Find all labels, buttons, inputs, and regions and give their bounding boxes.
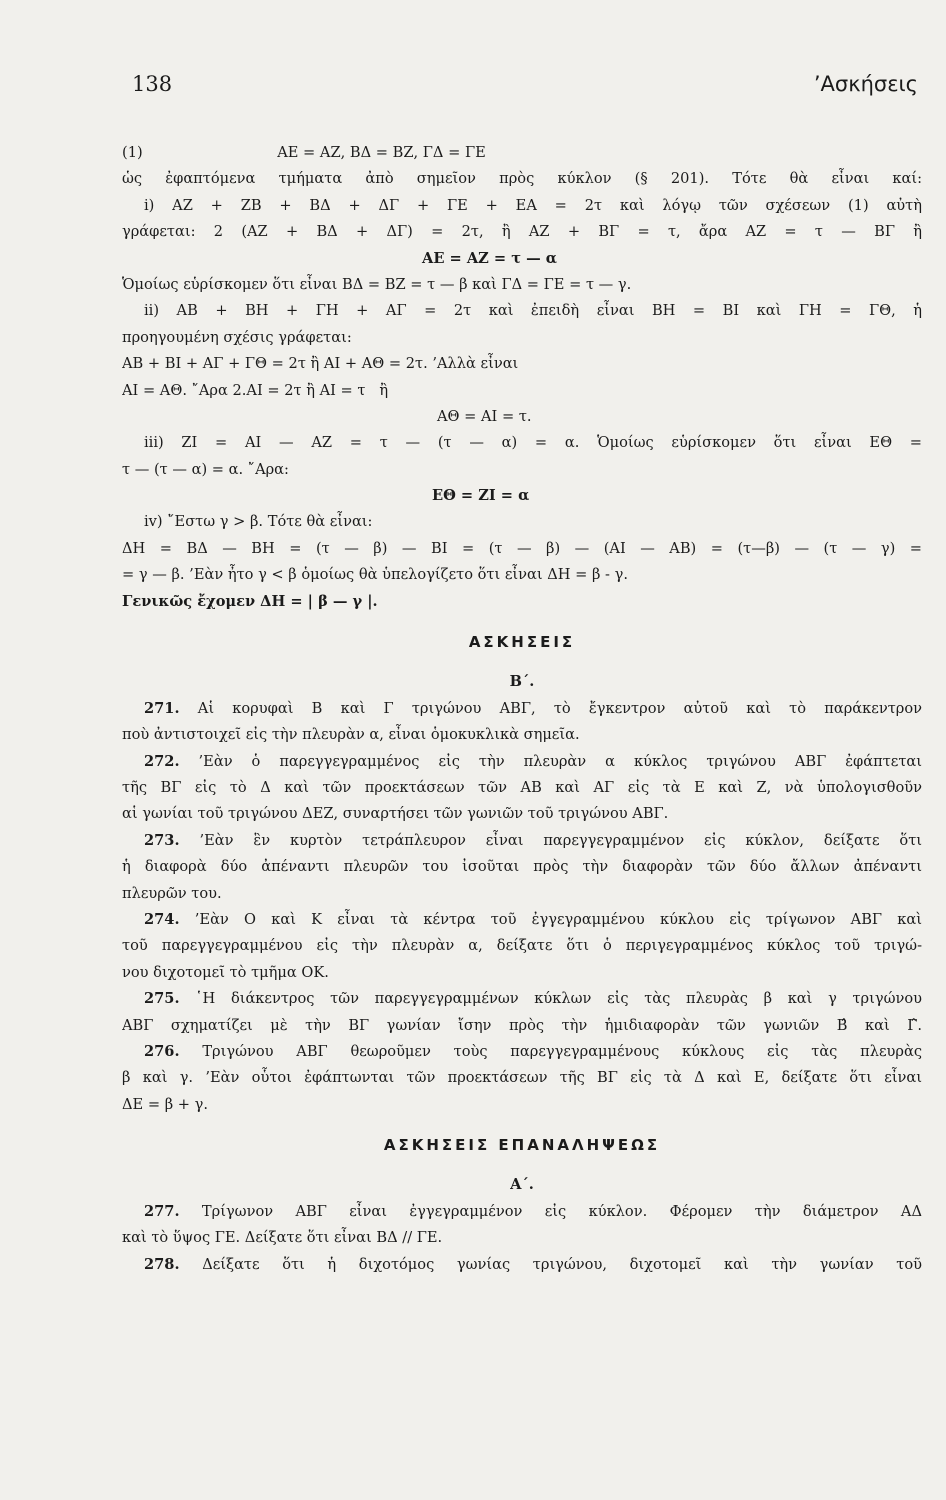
text-line: = γ — β. ’Εὰν ἦτο γ < β ὁμοίως θὰ ὑπελογίζετο ὅτι εἶναι ΔΗ = β - γ. [122,566,628,584]
exercise-text: Αἱ κορυφαὶ Β καὶ Γ τριγώνου ΑΒΓ, τὸ ἔγκεντρον αὐτοῦ καὶ τὸ παράκεντρον [197,699,922,717]
text-line: ii) ΑΒ + ΒΗ + ΓΗ + ΑΓ = 2τ καὶ ἐπειδὴ εἶναι ΒΗ = ΒΙ καὶ ΓΗ = ΓΘ, ἡ [144,302,922,320]
text-line: ΔΗ = ΒΔ — ΒΗ = (τ — β) — ΒΙ = (τ — β) — (ΑΙ — ΑΒ) = (τ—β) — (τ — γ) = [122,539,922,557]
exercise-text: ῾Η διάκεντρος τῶν παρεγγεγραμμένων κύκλων εἰς τὰς πλευρὰς β καὶ γ τριγώνου [195,990,922,1008]
text-line: τ — (τ — α) = α. ῎Αρα: [122,460,289,478]
exercise-line: β καὶ γ. ’Εὰν οὗτοι ἐφάπτωνται τῶν προεκτάσεων τῆς ΒΓ εἰς τὰ Δ καὶ Ε, δείξατε ὅτι εἶναι [122,1069,922,1087]
section-subtitle: Α΄. [510,1176,534,1194]
exercise-line: ἡ διαφορὰ δύο ἀπέναντι πλευρῶν του ἰσοῦται πρὸς τὴν διαφορὰν τῶν δύο ἄλλων ἀπέναντι [122,858,922,876]
page-number: 138 [132,72,173,96]
exercise-text: Τρίγωνον ΑΒΓ εἶναι ἐγγεγραμμένον εἰς κύκλον. Φέρομεν τὴν διάμετρον ΑΔ [201,1202,922,1220]
text-line: iv) ῎Εστω γ > β. Τότε θὰ εἶναι: [144,513,373,531]
text-line: Γενικῶς ἔχομεν ΔΗ = | β — γ |. [122,592,378,610]
text-line: γράφεται: 2 (ΑΖ + ΒΔ + ΔΓ) = 2τ, ἢ ΑΖ + ΒΓ = τ, ἄρα ΑΖ = τ — ΒΓ ἢ [122,223,922,241]
exercise-line [122,907,922,933]
equation-line: ΑΘ = ΑΙ = τ. [437,407,532,425]
exercise-number: 275. [144,990,180,1008]
exercise-line: ποὺ ἀντιστοιχεῖ εἰς τὴν πλευρὰν α, εἶναι ὁμοκυκλικὰ σημεῖα. [122,726,580,744]
exercise-text: Τριγώνου ΑΒΓ θεωροῦμεν τοὺς παρεγγεγραμμένους κύκλους εἰς τὰς πλευρὰς [202,1042,922,1060]
exercise-line [122,986,922,1012]
text-line: i) ΑΖ + ΖΒ + ΒΔ + ΔΓ + ΓΕ + ΕΑ = 2τ καὶ λόγῳ τῶν σχέσεων (1) αὐτὴ [144,196,922,214]
text-line: ὡς ἐφαπτόμενα τμήματα ἀπὸ σημεῖον πρὸς κύκλον (§ 201). Τότε θὰ εἶναι καί: [122,170,922,188]
exercise-line: καὶ τὸ ὕψος ΓΕ. Δείξατε ὅτι εἶναι ΒΔ // ΓΕ. [122,1229,443,1247]
exercise-line [122,828,922,854]
section-title: ΑΣΚΗΣΕΙΣ [468,633,576,652]
exercise-line [122,1252,922,1278]
exercise-text: ’Εὰν ὁ παρεγγεγραμμένος εἰς τὴν πλευρὰν α κύκλος τριγώνου ΑΒΓ ἐφάπτεται [198,752,922,770]
text-line: ΑΒ + ΒΙ + ΑΓ + ΓΘ = 2τ ἢ ΑΙ + ΑΘ = 2τ. ’Αλλὰ εἶναι [122,355,519,373]
text-line: iii) ΖΙ = ΑΙ — ΑΖ = τ — (τ — α) = α. Ὁμοίως εὑρίσκομεν ὅτι εἶναι ΕΘ = [144,434,922,452]
exercise-text: ’Εὰν Ο καὶ Κ εἶναι τὰ κέντρα τοῦ ἐγγεγραμμένου κύκλου εἰς τρίγωνον ΑΒΓ καὶ [194,910,922,928]
exercise-line [122,1039,922,1065]
exercise-line [122,696,922,722]
exercise-line [122,1199,922,1225]
running-title: ’Ασκήσεις [813,72,918,96]
exercise-number: 272. [144,752,180,770]
exercise-number: 278. [144,1255,180,1273]
section-title: ΑΣΚΗΣΕΙΣ ΕΠΑΝΑΛΗΨΕΩΣ [383,1136,661,1155]
text-line: προηγουμένη σχέσις γράφεται: [122,328,352,346]
exercise-line: ΔΕ = β + γ. [122,1095,209,1113]
exercise-line: τοῦ παρεγγεγραμμένου εἰς τὴν πλευρὰν α, δείξατε ὅτι ὁ περιγεγραμμένος κύκλος τοῦ τριγώ- [122,937,922,955]
section-subtitle: Β΄. [509,673,535,691]
exercise-line: πλευρῶν του. [122,884,222,902]
equation-line: (1) ΑΕ = ΑΖ, ΒΔ = ΒΖ, ΓΔ = ΓΕ [122,144,486,161]
exercise-number: 273. [144,831,180,849]
exercise-number: 271. [144,699,180,717]
equation-line: ΑΕ = ΑΖ = τ — α [422,249,558,267]
page-body [122,140,922,1278]
text-line: ΑΙ = ΑΘ. ῎Αρα 2.ΑΙ = 2τ ἢ ΑΙ = τ ἢ [122,381,389,399]
exercise-line: ΑΒΓ σχηματίζει μὲ τὴν ΒΓ γωνίαν ἴσην πρὸς τὴν ἡμιδιαφορὰν τῶν γωνιῶν Β̂ καὶ Γ̂. [122,1016,922,1034]
running-header [132,72,918,112]
exercise-line: νου διχοτομεῖ τὸ τμῆμα ΟΚ. [122,963,329,981]
exercise-text: Δείξατε ὅτι ἡ διχοτόμος γωνίας τριγώνου, διχοτομεῖ καὶ τὴν γωνίαν τοῦ [202,1255,922,1273]
exercise-line: τῆς ΒΓ εἰς τὸ Δ καὶ τῶν προεκτάσεων τῶν ΑΒ καὶ ΑΓ εἰς τὰ Ε καὶ Ζ, νὰ ὑπολογισθοῦν [122,778,922,796]
text-line: Ὁμοίως εὑρίσκομεν ὅτι εἶναι ΒΔ = ΒΖ = τ — β καὶ ΓΔ = ΓΕ = τ — γ. [122,275,632,293]
exercise-number: 276. [144,1042,180,1060]
exercise-number: 277. [144,1202,180,1220]
exercise-text: ’Εὰν ἓν κυρτὸν τετράπλευρον εἶναι παρεγγεγραμμένον εἰς κύκλον, δείξατε ὅτι [199,831,922,849]
exercise-line [122,749,922,775]
exercise-number: 274. [144,910,180,928]
exercise-line: αἱ γωνίαι τοῦ τριγώνου ΔΕΖ, συναρτήσει τῶν γωνιῶν τοῦ τριγώνου ΑΒΓ. [122,805,669,823]
equation-line: ΕΘ = ΖΙ = α [432,487,530,505]
